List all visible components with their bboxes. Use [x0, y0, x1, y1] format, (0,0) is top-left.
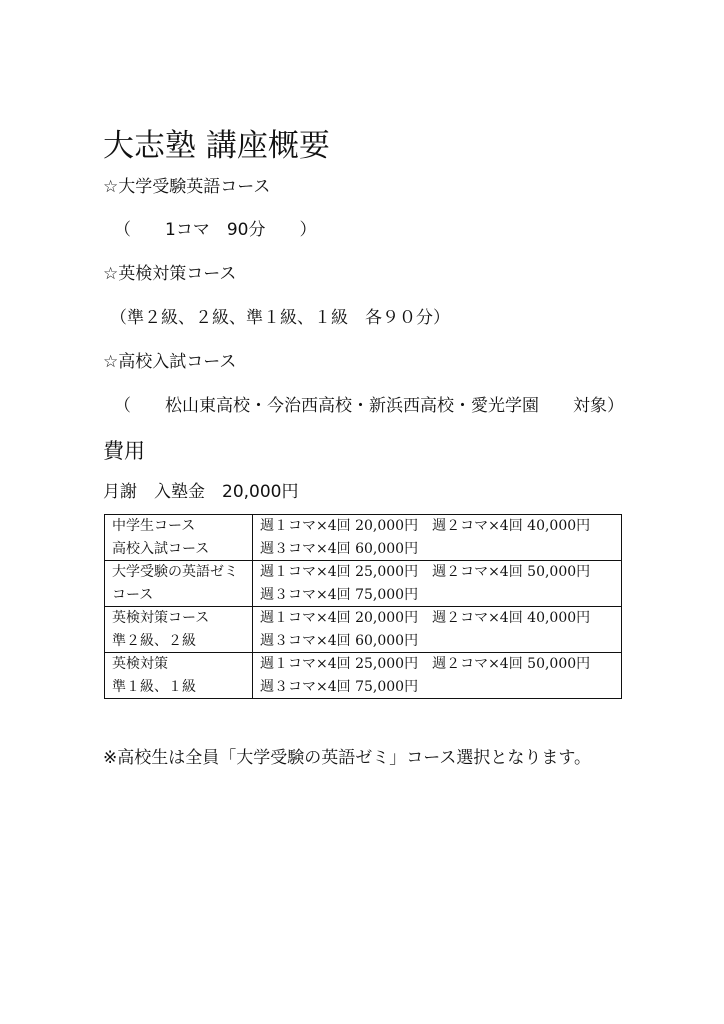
fee-table — [104, 514, 622, 699]
course-heading-university-english: ☆大学受験英語コース — [103, 177, 271, 197]
price-cell-line: 週１コマ×4回 25,000円 週２コマ×4回 50,000円 — [260, 564, 591, 580]
price-cell — [253, 607, 622, 653]
course-cell — [105, 561, 253, 607]
price-cell-line: 週３コマ×4回 60,000円 — [260, 632, 419, 649]
course-heading-high-school-entrance: ☆高校入試コース — [103, 352, 237, 372]
price-cell-line: 週１コマ×4回 20,000円 週２コマ×4回 40,000円 — [260, 610, 591, 626]
course-cell-line: 準１級、１級 — [112, 678, 196, 695]
course-note-eiken: （準２級、２級、準１級、１級 各９０分） — [110, 308, 450, 328]
course-cell-line: 準２級、２級 — [112, 632, 196, 649]
course-cell-line: 英検対策コース — [112, 610, 210, 626]
course-note-high-school-entrance: （ 松山東高校・今治西高校・新浜西高校・愛光学園 対象） — [114, 396, 624, 416]
course-cell-line: コース — [112, 586, 154, 603]
price-cell — [253, 515, 622, 561]
price-cell — [253, 561, 622, 607]
monthly-fee-line: 月謝 入塾金 20,000円 — [103, 482, 299, 502]
table-row — [105, 515, 622, 561]
course-cell — [105, 515, 253, 561]
footnote: ※高校生は全員「大学受験の英語ゼミ」コース選択となります。 — [103, 748, 592, 768]
course-note-university-english: （ 1コマ 90分 ） — [114, 220, 317, 240]
table-row — [105, 561, 622, 607]
course-heading-eiken: ☆英検対策コース — [103, 264, 237, 284]
course-cell-line: 英検対策 — [112, 656, 168, 672]
price-cell-line: 週３コマ×4回 75,000円 — [260, 586, 419, 603]
price-cell-line: 週１コマ×4回 20,000円 週２コマ×4回 40,000円 — [260, 518, 591, 534]
price-cell-line: 週３コマ×4回 60,000円 — [260, 540, 419, 557]
price-cell-line: 週３コマ×4回 75,000円 — [260, 678, 419, 695]
course-cell — [105, 653, 253, 699]
course-cell-line: 大学受験の英語ゼミ — [112, 564, 238, 580]
price-cell-line: 週１コマ×4回 25,000円 週２コマ×4回 50,000円 — [260, 656, 591, 672]
page-title: 大志塾 講座概要 — [103, 128, 330, 164]
fees-heading: 費用 — [103, 439, 145, 463]
table-row — [105, 653, 622, 699]
table-row — [105, 607, 622, 653]
price-cell — [253, 653, 622, 699]
course-cell — [105, 607, 253, 653]
course-cell-line: 高校入試コース — [112, 540, 210, 557]
course-cell-line: 中学生コース — [112, 518, 196, 534]
